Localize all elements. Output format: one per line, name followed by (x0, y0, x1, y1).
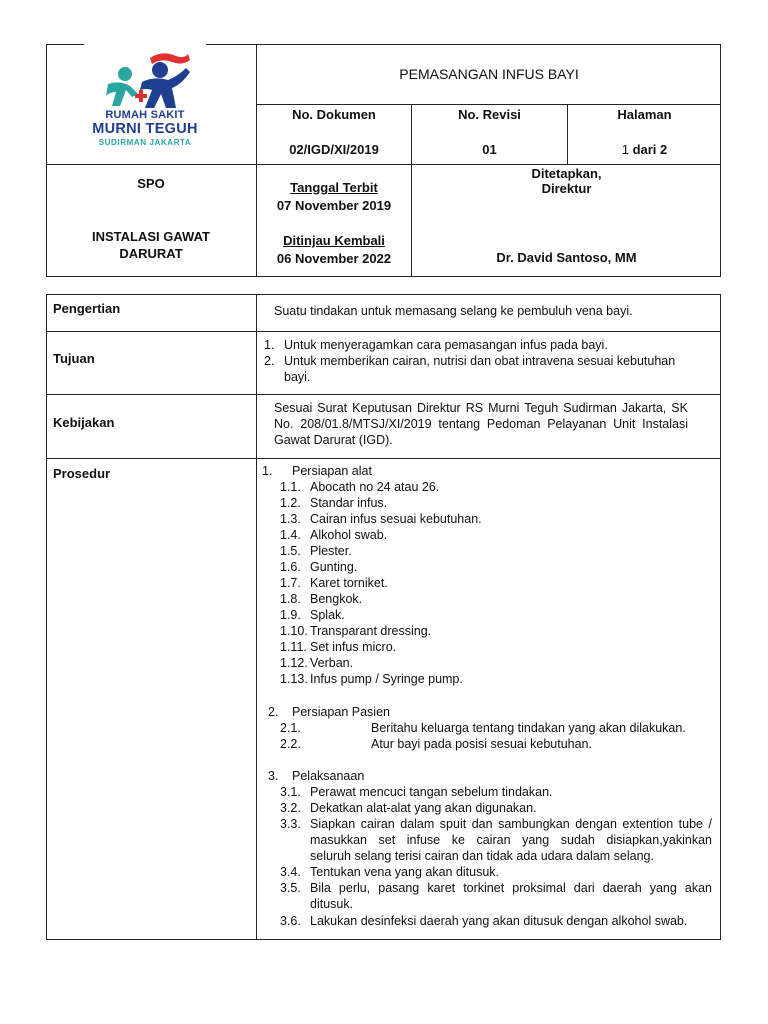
list-item-text: Infus pump / Syringe pump. (310, 672, 463, 686)
list-item-number: 1.13. (280, 672, 308, 686)
list-item-text: Siapkan cairan dalam spuit dan sambungkan dengan extention tube / (310, 817, 712, 831)
list-item-number: 1.12. (280, 656, 308, 670)
list-item-number: 1.11. (280, 640, 307, 654)
established-line1: Ditetapkan, (531, 166, 602, 181)
list-item-number: 3.5. (280, 881, 301, 895)
issued-date: 07 November 2019 (276, 198, 392, 213)
director-name: Dr. David Santoso, MM (496, 250, 637, 265)
list-item-number: 1.1. (280, 480, 301, 494)
list-item-text: Bengkok. (310, 592, 363, 606)
list-item-number: 1.7. (280, 576, 301, 590)
tujuan-num-1: 1. (264, 338, 275, 352)
page-value (568, 142, 721, 157)
page-current: 1 (621, 142, 629, 157)
body-divider (46, 394, 721, 395)
list-item-text: Karet torniket. (310, 576, 388, 590)
body-divider (46, 458, 721, 459)
list-item-text: Perawat mencuci tangan sebelum tindakan. (310, 785, 553, 799)
list-item-text: Standar infus. (310, 496, 388, 510)
prosedur-label: Prosedur (53, 466, 111, 481)
kebijakan-label: Kebijakan (53, 415, 115, 430)
review-label: Ditinjau Kembali (283, 233, 385, 248)
section-1-number: 1. (262, 464, 273, 478)
doc-number-label: No. Dokumen (292, 107, 376, 122)
list-item-text: Abocath no 24 atau 26. (310, 480, 440, 494)
logo-line3: SUDIRMAN JAKARTA (98, 138, 192, 147)
list-item-number: 3.4. (280, 865, 301, 879)
page-label: Halaman (617, 107, 672, 122)
doc-number-value: 02/IGD/XI/2019 (289, 142, 379, 157)
kebijakan-line-3: Gawat Darurat (IGD). (274, 433, 393, 447)
tujuan-text-2: Untuk memberikan cairan, nutrisi dan obat intravena sesuai kebutuhan (284, 354, 676, 368)
list-item-number: 1.6. (280, 560, 301, 574)
header-divider (256, 104, 721, 105)
hospital-logo (84, 44, 206, 160)
list-item-number: 3.2. (280, 801, 301, 815)
list-item-text: Tentukan vena yang akan ditusuk. (310, 865, 500, 879)
tujuan-text-2b: bayi. (284, 370, 311, 384)
list-item-number: 1.10. (280, 624, 308, 638)
tujuan-num-2: 2. (264, 354, 275, 368)
list-item-text: seluruh selang terisi cairan dan tidak ada udara dalam selang. (310, 849, 654, 863)
list-item-text: Cairan infus sesuai kebutuhan. (310, 512, 482, 526)
list-item-number: 1.3. (280, 512, 301, 526)
logo-line1: RUMAH SAKIT (105, 109, 185, 121)
list-item-text: Beritahu keluarga tentang tindakan yang akan dilakukan. (371, 721, 686, 735)
section-2-number: 2. (268, 705, 279, 719)
list-item-number: 1.2. (280, 496, 301, 510)
list-item-number: 1.8. (280, 592, 301, 606)
logo-line2: MURNI TEGUH (92, 121, 198, 137)
list-item-number: 3.6. (280, 914, 301, 928)
list-item-number: 2.1. (280, 721, 301, 735)
list-item-text: Dekatkan alat-alat yang akan digunakan. (310, 801, 537, 815)
unit-line1: INSTALASI GAWAT (92, 229, 210, 244)
list-item-number: 2.2. (280, 737, 301, 751)
section-3-number: 3. (268, 769, 279, 783)
list-item-text: Splak. (310, 608, 345, 622)
list-item-number: 1.9. (280, 608, 301, 622)
list-item-number: 1.4. (280, 528, 301, 542)
section-3-title: Pelaksanaan (292, 769, 365, 783)
spo-label: SPO (137, 176, 165, 191)
established-line2: Direktur (541, 181, 592, 196)
revision-label: No. Revisi (458, 107, 521, 122)
section-2-title: Persiapan Pasien (292, 705, 390, 719)
list-item-text: Gunting. (310, 560, 358, 574)
revision-value: 01 (482, 142, 497, 157)
body-divider (256, 294, 257, 940)
list-item-number: 1.5. (280, 544, 301, 558)
pengertian-text: Suatu tindakan untuk memasang selang ke pembuluh vena bayi. (274, 304, 633, 318)
kebijakan-line-1: Sesuai Surat Keputusan Direktur RS Murni Teguh Sudirman Jakarta, SK (274, 401, 688, 415)
list-item-text: Verban. (310, 656, 354, 670)
pengertian-label: Pengertian (53, 301, 121, 316)
page-total: dari 2 (632, 142, 668, 157)
list-item-text: Lakukan desinfeksi daerah yang akan ditusuk dengan alkohol swab. (310, 914, 688, 928)
list-item-text: ditusuk. (310, 897, 354, 911)
issued-label: Tanggal Terbit (290, 180, 378, 195)
list-item-number: 3.1. (280, 785, 301, 799)
document-title: PEMASANGAN INFUS BAYI (399, 66, 579, 82)
review-date: 06 November 2022 (276, 251, 392, 266)
list-item-text: masukkan set infuse ke cairan yang sudah disiapkan,yakinkan (310, 833, 712, 847)
list-item-text: Plester. (310, 544, 352, 558)
section-1-title: Persiapan alat (292, 464, 372, 478)
header-divider (46, 164, 721, 165)
list-item-text: Transparant dressing. (310, 624, 432, 638)
list-item-text: Atur bayi pada posisi sesuai kebutuhan. (371, 737, 592, 751)
tujuan-text-1: Untuk menyeragamkan cara pemasangan infus pada bayi. (284, 338, 608, 352)
people-logo-icon (84, 50, 206, 118)
list-item-text: Alkohol swab. (310, 528, 388, 542)
tujuan-label: Tujuan (53, 351, 95, 366)
kebijakan-line-2: No. 208/01.8/MTSJ/XI/2019 tentang Pedoman Pelayanan Unit Instalasi (274, 417, 688, 431)
list-item-text: Set infus micro. (310, 640, 397, 654)
list-item-number: 3.3. (280, 817, 301, 831)
unit-line2: DARURAT (119, 246, 183, 261)
list-item-text: Bila perlu, pasang karet torkinet proksimal dari daerah yang akan (310, 881, 712, 895)
body-divider (46, 331, 721, 332)
